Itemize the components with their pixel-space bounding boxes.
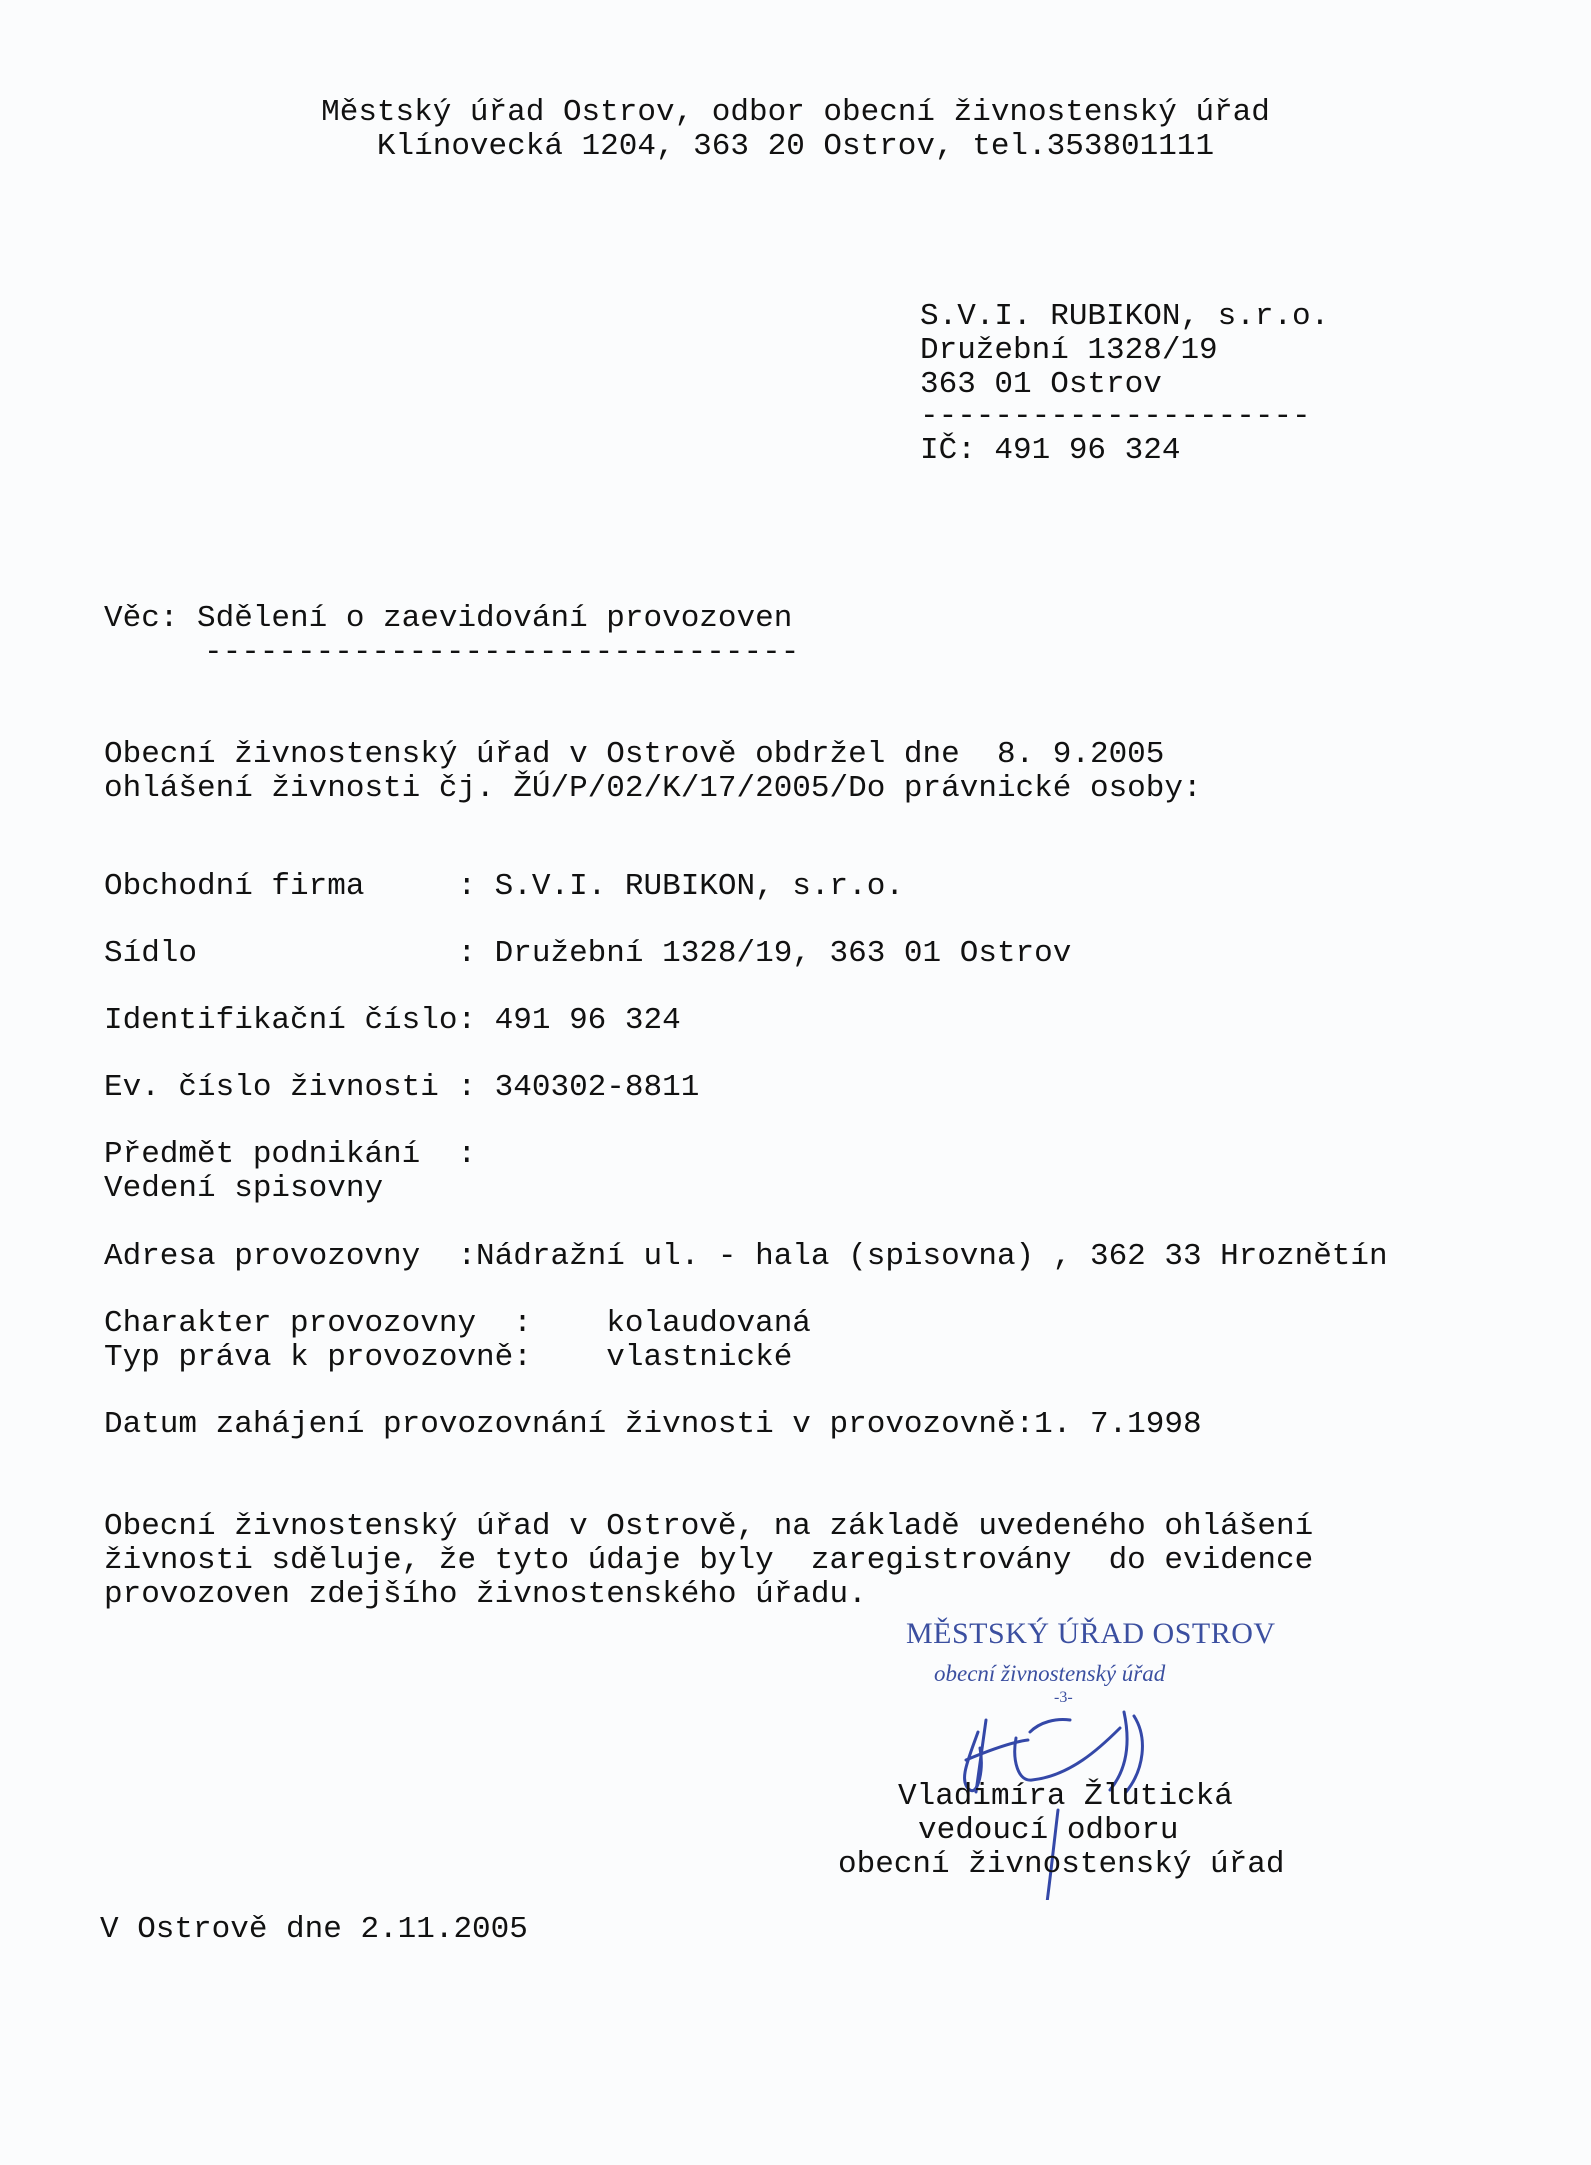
place-and-date: V Ostrově dne 2.11.2005 — [100, 1912, 528, 1947]
recipient-name: S.V.I. RUBIKON, s.r.o. — [920, 299, 1330, 334]
field-datum-zahajeni: Datum zahájení provozovnání živnosti v provozovně:1. 7.1998 — [104, 1407, 1202, 1442]
stamp-line-1: MĚSTSKÝ ÚŘAD OSTROV — [906, 1617, 1276, 1650]
subject-underline: -------------------------------- — [204, 635, 800, 670]
field-identifikacni-cislo: Identifikační číslo: 491 96 324 — [104, 1003, 681, 1038]
conclusion-line-3: provozoven zdejšího živnostenského úřadu. — [104, 1577, 867, 1612]
recipient-separator: --------------------- — [920, 399, 1311, 434]
signatory-role: vedoucí odboru — [918, 1813, 1179, 1848]
stamp-line-3: -3- — [1054, 1689, 1073, 1706]
field-predmet-value: Vedení spisovny — [104, 1171, 384, 1206]
conclusion-line-2: živnosti sděluje, že tyto údaje byly zaregistrovány do evidence — [104, 1543, 1314, 1578]
field-predmet-podnikani: Předmět podnikání : — [104, 1137, 477, 1172]
recipient-ic: IČ: 491 96 324 — [920, 433, 1181, 468]
header-address: Klínovecká 1204, 363 20 Ostrov, tel.353801111 — [376, 129, 1215, 164]
conclusion-line-1: Obecní živnostenský úřad v Ostrově, na základě uvedeného ohlášení — [104, 1509, 1314, 1544]
field-ev-cislo: Ev. číslo živnosti : 340302-8811 — [104, 1070, 700, 1105]
field-charakter-provozovny: Charakter provozovny : kolaudovaná — [104, 1306, 811, 1341]
field-sidlo: Sídlo : Družební 1328/19, 363 01 Ostrov — [104, 936, 1072, 971]
field-obchodni-firma: Obchodní firma : S.V.I. RUBIKON, s.r.o. — [104, 869, 904, 904]
field-typ-prava: Typ práva k provozovně: vlastnické — [104, 1340, 793, 1375]
intro-line-1: Obecní živnostenský úřad v Ostrově obdržel dne 8. 9.2005 — [104, 737, 1165, 772]
recipient-city: 363 01 Ostrov — [920, 367, 1162, 402]
subject-line: Věc: Sdělení o zaevidování provozoven — [104, 601, 793, 636]
stamp-line-2: obecní živnostenský úřad — [934, 1661, 1166, 1686]
recipient-street: Družební 1328/19 — [920, 333, 1218, 368]
signatory-name: Vladimíra Žlutická — [898, 1779, 1233, 1814]
field-adresa-provozovny: Adresa provozovny :Nádražní ul. - hala (spisovna) , 362 33 Hroznětín — [104, 1239, 1388, 1274]
intro-line-2: ohlášení živnosti čj. ŽÚ/P/02/K/17/2005/Do právnické osoby: — [104, 771, 1202, 806]
header-authority: Městský úřad Ostrov, odbor obecní živnostenský úřad — [321, 95, 1270, 130]
signatory-department: obecní živnostenský úřad — [838, 1847, 1285, 1882]
